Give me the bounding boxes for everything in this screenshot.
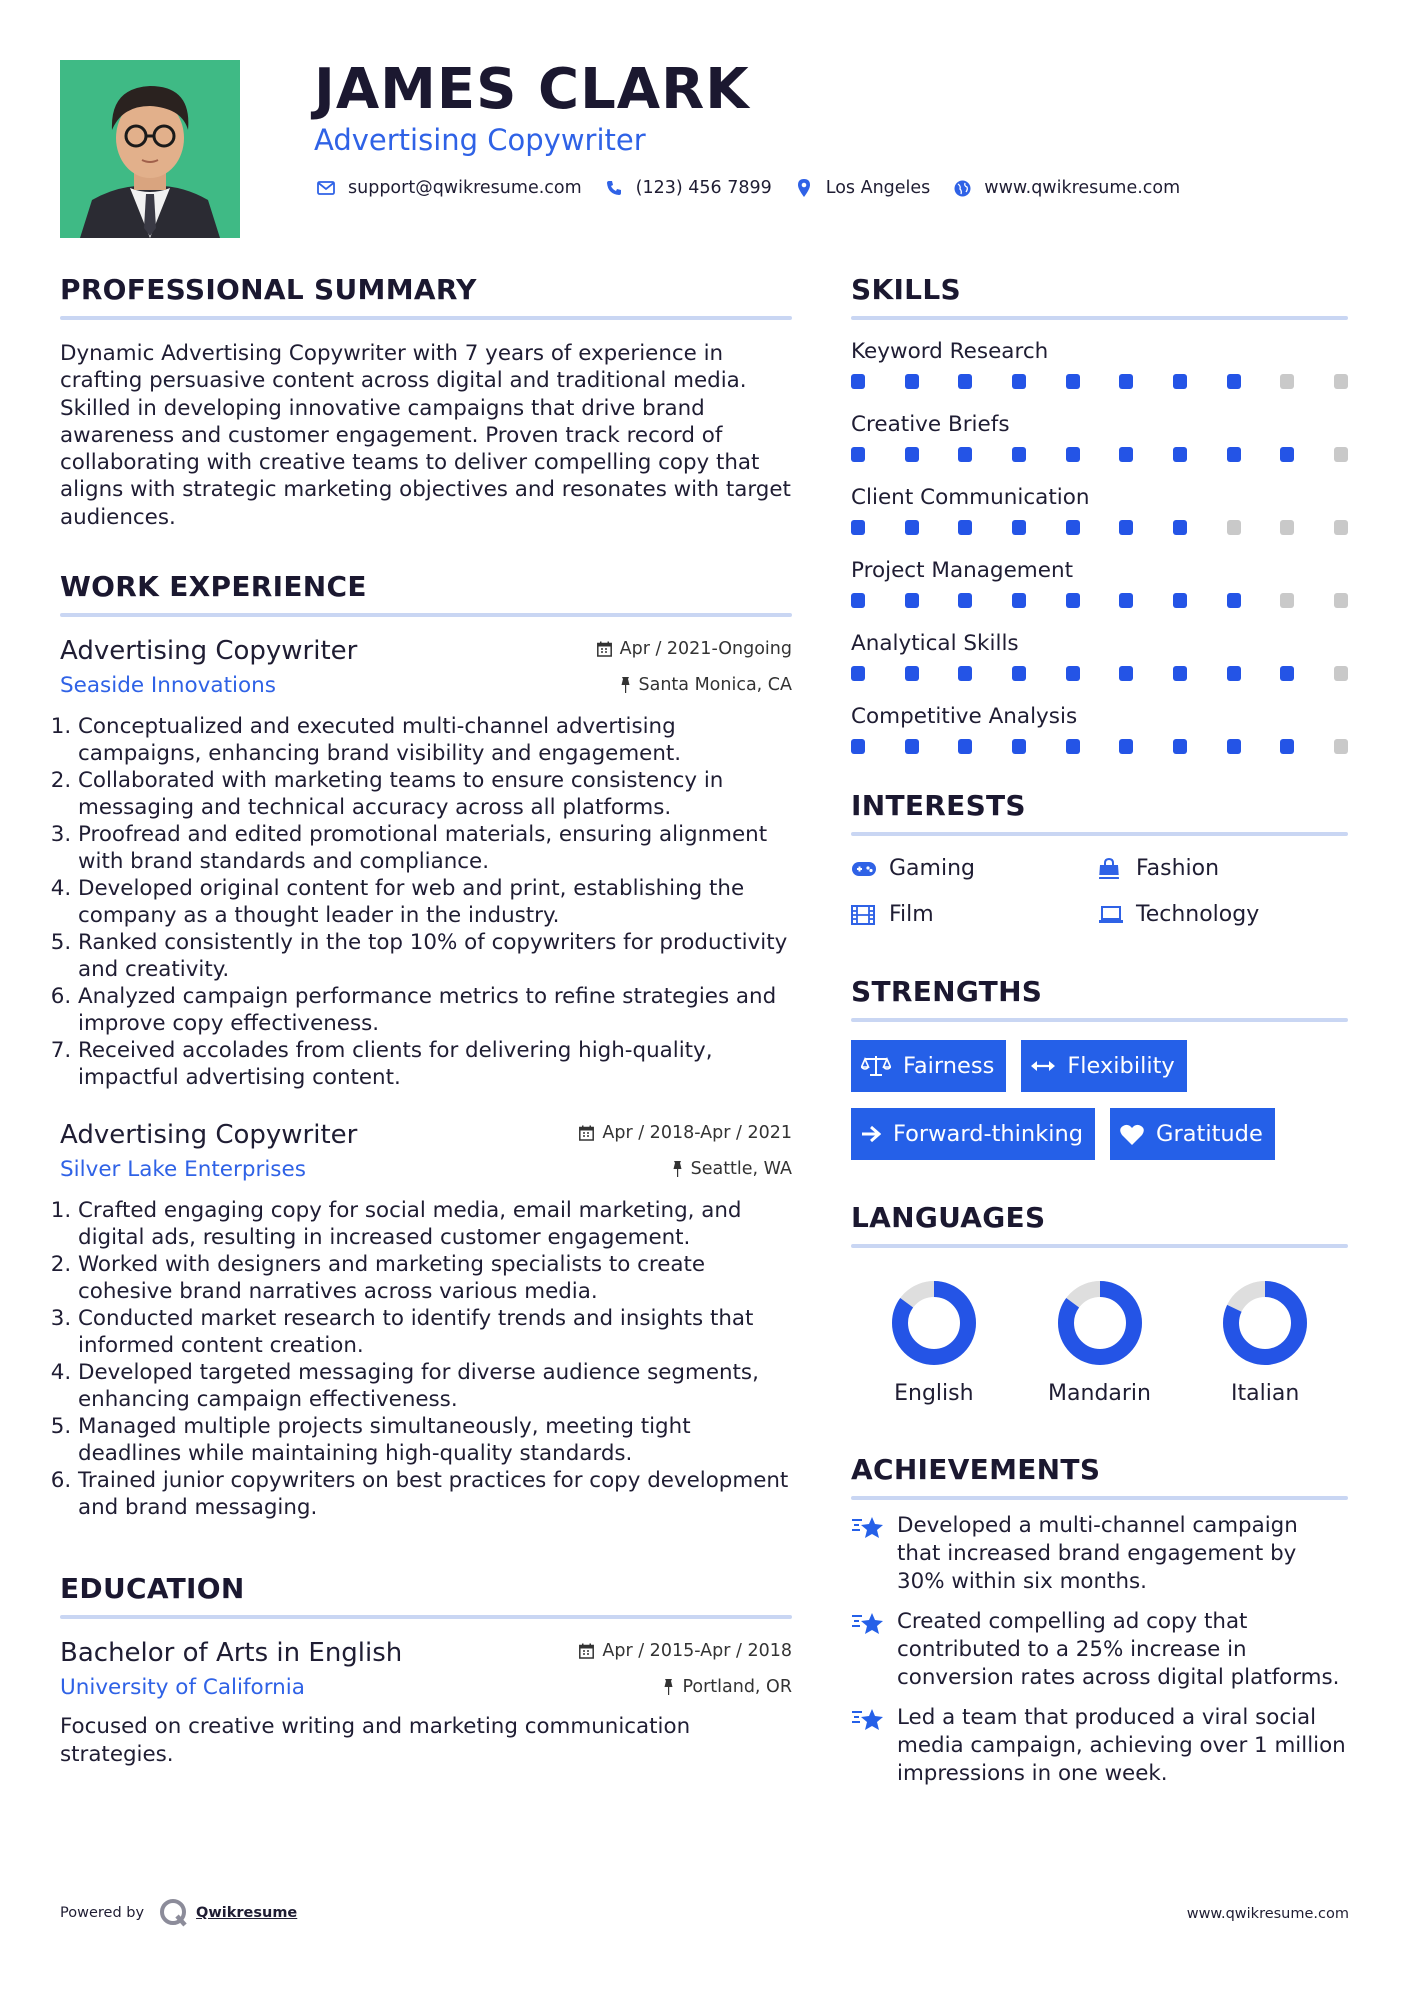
strength-badge (851, 1108, 1095, 1160)
job-location-text: Seattle, WA (690, 1159, 792, 1180)
skill-dot-filled (1173, 447, 1187, 462)
skill-item (851, 703, 1348, 754)
skill-item (851, 630, 1348, 681)
duty-item: 1. Crafted engaging copy for social media, email marketing, and digital ads, resulting in increased customer engagement. (78, 1197, 792, 1251)
skill-dot-filled (958, 593, 972, 608)
pushpin-icon (620, 677, 631, 693)
job-date-text: Apr / 2018-Apr / 2021 (602, 1123, 792, 1144)
skill-dot-filled (1066, 666, 1080, 681)
duty-item: 5. Managed multiple projects simultaneously, meeting tight deadlines while maintaining high-quality standards. (78, 1413, 792, 1467)
language-label: Mandarin (1048, 1381, 1151, 1406)
education-description: Focused on creative writing and marketing communication strategies. (60, 1714, 691, 1767)
skill-dot-filled (1227, 374, 1241, 389)
skill-dot-filled (1280, 739, 1294, 754)
section-divider (851, 1244, 1348, 1248)
job-title: Advertising Copywriter (60, 1120, 358, 1151)
language-level-ring (1222, 1280, 1308, 1366)
job-location (672, 1159, 792, 1179)
languages-list (851, 1280, 1348, 1408)
calendar-icon (579, 1125, 594, 1141)
duty-item: 7. Received accolades from clients for delivering high-quality, impactful advertising content. (78, 1037, 792, 1091)
achievement-item (851, 1704, 1348, 1788)
strength-label: Fairness (903, 1053, 995, 1079)
school-name: University of California (60, 1675, 305, 1701)
languages-section (851, 1198, 1348, 1408)
education-heading: EDUCATION (60, 1572, 245, 1606)
section-divider (851, 1018, 1348, 1022)
interests-heading: INTERESTS (851, 789, 1026, 822)
shooting-star-icon (851, 1512, 897, 1596)
interest-label: Fashion (1136, 856, 1220, 881)
skills-list (851, 338, 1348, 754)
achievement-text: Created compelling ad copy that contributed to a 25% increase in conversion rates across digital platforms. (897, 1609, 1340, 1690)
map-marker-icon (792, 176, 816, 200)
skill-item (851, 338, 1348, 389)
duty-item: 4. Developed targeted messaging for diverse audience segments, enhancing campaign effectiveness. (78, 1359, 792, 1413)
contact-website[interactable]: www.qwikresume.com (984, 178, 1181, 198)
phone-icon (602, 176, 626, 200)
skill-dot-filled (851, 666, 865, 681)
achievement-item (851, 1608, 1348, 1692)
right-column (851, 270, 1348, 1788)
skill-dot-filled (958, 666, 972, 681)
achievement-item (851, 1512, 1348, 1596)
strengths-heading: STRENGTHS (851, 975, 1043, 1008)
strengths-list (851, 1040, 1348, 1176)
calendar-icon (579, 1643, 594, 1659)
achievements-list (851, 1512, 1348, 1788)
achievement-text: Developed a multi-channel campaign that increased brand engagement by 30% within six months. (897, 1513, 1298, 1594)
skill-dot-filled (905, 666, 919, 681)
language-item (1017, 1280, 1183, 1408)
section-divider (851, 1496, 1348, 1500)
section-divider (60, 316, 792, 320)
footer-website[interactable]: www.qwikresume.com (1186, 1906, 1349, 1922)
job-company: Seaside Innovations (60, 673, 276, 699)
skills-section (851, 270, 1348, 754)
arrow-right-icon (861, 1125, 881, 1143)
skill-dot-filled (1173, 520, 1187, 535)
powered-by-label: Powered by (60, 1905, 145, 1921)
globe-icon (950, 176, 974, 200)
heart-icon (1120, 1124, 1144, 1145)
skill-dot-filled (958, 739, 972, 754)
skill-name: Analytical Skills (851, 631, 1019, 656)
skill-level-dots (851, 374, 1348, 389)
skill-dot-filled (851, 739, 865, 754)
languages-heading: LANGUAGES (851, 1201, 1046, 1234)
skill-dot-empty (1334, 593, 1348, 608)
skill-dot-filled (1227, 593, 1241, 608)
skill-dot-filled (1173, 593, 1187, 608)
skill-dot-filled (958, 520, 972, 535)
duty-item: 1. Conceptualized and executed multi-channel advertising campaigns, enhancing brand visibility and engagement. (78, 713, 792, 767)
skill-dot-filled (1012, 447, 1026, 462)
summary-heading: PROFESSIONAL SUMMARY (60, 273, 477, 306)
job-entry (60, 1117, 792, 1521)
skill-dot-empty (1280, 593, 1294, 608)
film-icon (851, 903, 879, 927)
shopping-bag-icon (1098, 857, 1126, 881)
skill-name: Project Management (851, 558, 1074, 583)
section-divider (60, 1615, 792, 1619)
skill-dot-filled (1119, 666, 1133, 681)
skill-dot-filled (958, 374, 972, 389)
job-entry (60, 633, 792, 1091)
skill-dot-filled (1012, 666, 1026, 681)
skill-dot-empty (1280, 520, 1294, 535)
skill-dot-filled (1227, 447, 1241, 462)
qwikresume-logo-icon (158, 1898, 190, 1928)
job-date (579, 1123, 792, 1143)
education-date (579, 1641, 792, 1661)
skill-dot-filled (1173, 666, 1187, 681)
section-divider (60, 613, 792, 617)
duty-item: 4. Developed original content for web and print, establishing the company as a thought leader in the industry. (78, 875, 792, 929)
profile-photo (60, 60, 240, 238)
skill-dot-filled (851, 447, 865, 462)
skill-item (851, 411, 1348, 462)
skill-level-dots (851, 447, 1348, 462)
job-date (597, 639, 792, 659)
summary-section (60, 270, 792, 531)
skill-item (851, 484, 1348, 535)
strength-badge (851, 1040, 1006, 1092)
achievements-heading: ACHIEVEMENTS (851, 1453, 1101, 1486)
interest-item (1098, 902, 1348, 928)
job-duties-list (60, 1197, 792, 1521)
left-column (60, 270, 792, 1768)
degree-title: Bachelor of Arts in English (60, 1638, 403, 1669)
interest-label: Film (889, 902, 934, 927)
contact-location: Los Angeles (825, 178, 931, 198)
skill-dot-filled (1119, 520, 1133, 535)
skill-dot-filled (1280, 447, 1294, 462)
skill-dot-empty (1334, 666, 1348, 681)
arrows-horizontal-icon (1031, 1059, 1055, 1073)
skill-dot-filled (905, 520, 919, 535)
skill-dot-empty (1280, 374, 1294, 389)
skill-dot-filled (1119, 447, 1133, 462)
education-location (663, 1677, 792, 1697)
contact-phone[interactable]: (123) 456 7899 (635, 178, 772, 198)
strength-label: Gratitude (1156, 1121, 1263, 1147)
strengths-section (851, 972, 1348, 1176)
skill-dot-filled (1066, 447, 1080, 462)
summary-text: Dynamic Advertising Copywriter with 7 years of experience in crafting persuasive content across digital and traditional media. Skilled in developing innovative campaigns that drive brand awareness and customer engagement. Proven track record of collaborating with creative teams to deliver compelling copy that aligns with strategic marketing objectives and resonates with target audiences. (60, 341, 791, 530)
calendar-icon (597, 641, 612, 657)
skill-dot-filled (1173, 739, 1187, 754)
skill-item (851, 557, 1348, 608)
candidate-name: JAMES CLARK (314, 57, 750, 122)
skill-dot-filled (1012, 520, 1026, 535)
candidate-title: Advertising Copywriter (314, 123, 646, 157)
skill-dot-empty (1334, 374, 1348, 389)
interests-grid (851, 856, 1348, 928)
strength-label: Flexibility (1067, 1053, 1175, 1079)
skill-dot-filled (1066, 593, 1080, 608)
skill-dot-filled (905, 374, 919, 389)
education-section (60, 1569, 792, 1768)
skill-level-dots (851, 593, 1348, 608)
skill-level-dots (851, 520, 1348, 535)
skill-level-dots (851, 666, 1348, 681)
skill-dot-empty (1227, 520, 1241, 535)
envelope-icon (314, 176, 338, 200)
pushpin-icon (663, 1679, 674, 1695)
skill-name: Competitive Analysis (851, 704, 1078, 729)
skill-dot-filled (905, 593, 919, 608)
gamepad-icon (851, 857, 879, 881)
language-level-ring (891, 1280, 977, 1366)
strength-badge (1021, 1040, 1186, 1092)
skill-dot-filled (1227, 739, 1241, 754)
language-label: English (894, 1381, 974, 1406)
strength-label: Forward-thinking (893, 1121, 1084, 1147)
language-level-ring (1057, 1280, 1143, 1366)
achievements-section (851, 1450, 1348, 1788)
skill-dot-filled (958, 447, 972, 462)
experience-heading: WORK EXPERIENCE (60, 570, 367, 604)
skill-dot-empty (1334, 739, 1348, 754)
skill-name: Client Communication (851, 485, 1090, 510)
interest-label: Gaming (889, 856, 975, 881)
skill-dot-filled (1119, 374, 1133, 389)
language-item (1182, 1280, 1348, 1408)
job-location (620, 675, 793, 695)
balance-scale-icon (861, 1054, 891, 1078)
skill-dot-filled (851, 593, 865, 608)
interest-label: Technology (1136, 902, 1260, 927)
section-divider (851, 832, 1348, 836)
job-company: Silver Lake Enterprises (60, 1157, 306, 1183)
laptop-icon (1098, 903, 1126, 927)
duty-item: 6. Trained junior copywriters on best practices for copy development and brand messaging. (78, 1467, 792, 1521)
duty-item: 3. Conducted market research to identify trends and insights that informed content creation. (78, 1305, 792, 1359)
duty-item: 3. Proofread and edited promotional materials, ensuring alignment with brand standards and compliance. (78, 821, 792, 875)
skill-dot-filled (1066, 374, 1080, 389)
skill-dot-filled (1173, 374, 1187, 389)
education-date-text: Apr / 2015-Apr / 2018 (602, 1641, 792, 1662)
duty-item: 2. Collaborated with marketing teams to ensure consistency in messaging and technical accuracy across all platforms. (78, 767, 792, 821)
skill-dot-empty (1334, 447, 1348, 462)
skill-dot-filled (1012, 593, 1026, 608)
section-divider (851, 316, 1348, 320)
language-label: Italian (1231, 1381, 1300, 1406)
skill-name: Creative Briefs (851, 412, 1010, 437)
skill-dot-filled (905, 739, 919, 754)
duty-item: 2. Worked with designers and marketing specialists to create cohesive brand narratives across various media. (78, 1251, 792, 1305)
job-duties-list (60, 713, 792, 1091)
skill-dot-empty (1334, 520, 1348, 535)
education-entry (60, 1635, 792, 1768)
pushpin-icon (672, 1161, 683, 1177)
experience-section (60, 567, 792, 1521)
skills-heading: SKILLS (851, 273, 961, 306)
skill-dot-filled (1012, 739, 1026, 754)
skill-level-dots (851, 739, 1348, 754)
duty-item: 6. Analyzed campaign performance metrics to refine strategies and improve copy effectiveness. (78, 983, 792, 1037)
job-title: Advertising Copywriter (60, 636, 358, 667)
skill-dot-filled (851, 520, 865, 535)
job-date-text: Apr / 2021-Ongoing (619, 639, 792, 660)
skill-dot-filled (1119, 739, 1133, 754)
skill-dot-filled (851, 374, 865, 389)
interest-item (1098, 856, 1348, 882)
footer-powered-by (60, 1898, 297, 1928)
skill-dot-filled (1066, 520, 1080, 535)
achievement-text: Led a team that produced a viral social media campaign, achieving over 1 million impressions in one week. (897, 1705, 1346, 1786)
education-location-text: Portland, OR (682, 1677, 792, 1698)
skill-dot-filled (1119, 593, 1133, 608)
interest-item (851, 856, 1098, 882)
skill-dot-filled (1012, 374, 1026, 389)
shooting-star-icon (851, 1608, 897, 1692)
skill-dot-filled (1227, 666, 1241, 681)
footer-brand-link[interactable]: Qwikresume (196, 1905, 298, 1921)
duty-item: 5. Ranked consistently in the top 10% of copywriters for productivity and creativity. (78, 929, 792, 983)
contact-email[interactable]: support@qwikresume.com (348, 178, 582, 198)
interest-item (851, 902, 1098, 928)
contact-bar (314, 176, 1200, 200)
strength-badge (1110, 1108, 1275, 1160)
language-item (851, 1280, 1017, 1408)
skill-dot-filled (1280, 666, 1294, 681)
skill-dot-filled (1066, 739, 1080, 754)
interests-section (851, 786, 1348, 928)
skill-name: Keyword Research (851, 339, 1049, 364)
skill-dot-filled (905, 447, 919, 462)
shooting-star-icon (851, 1704, 897, 1788)
job-location-text: Santa Monica, CA (638, 675, 792, 696)
